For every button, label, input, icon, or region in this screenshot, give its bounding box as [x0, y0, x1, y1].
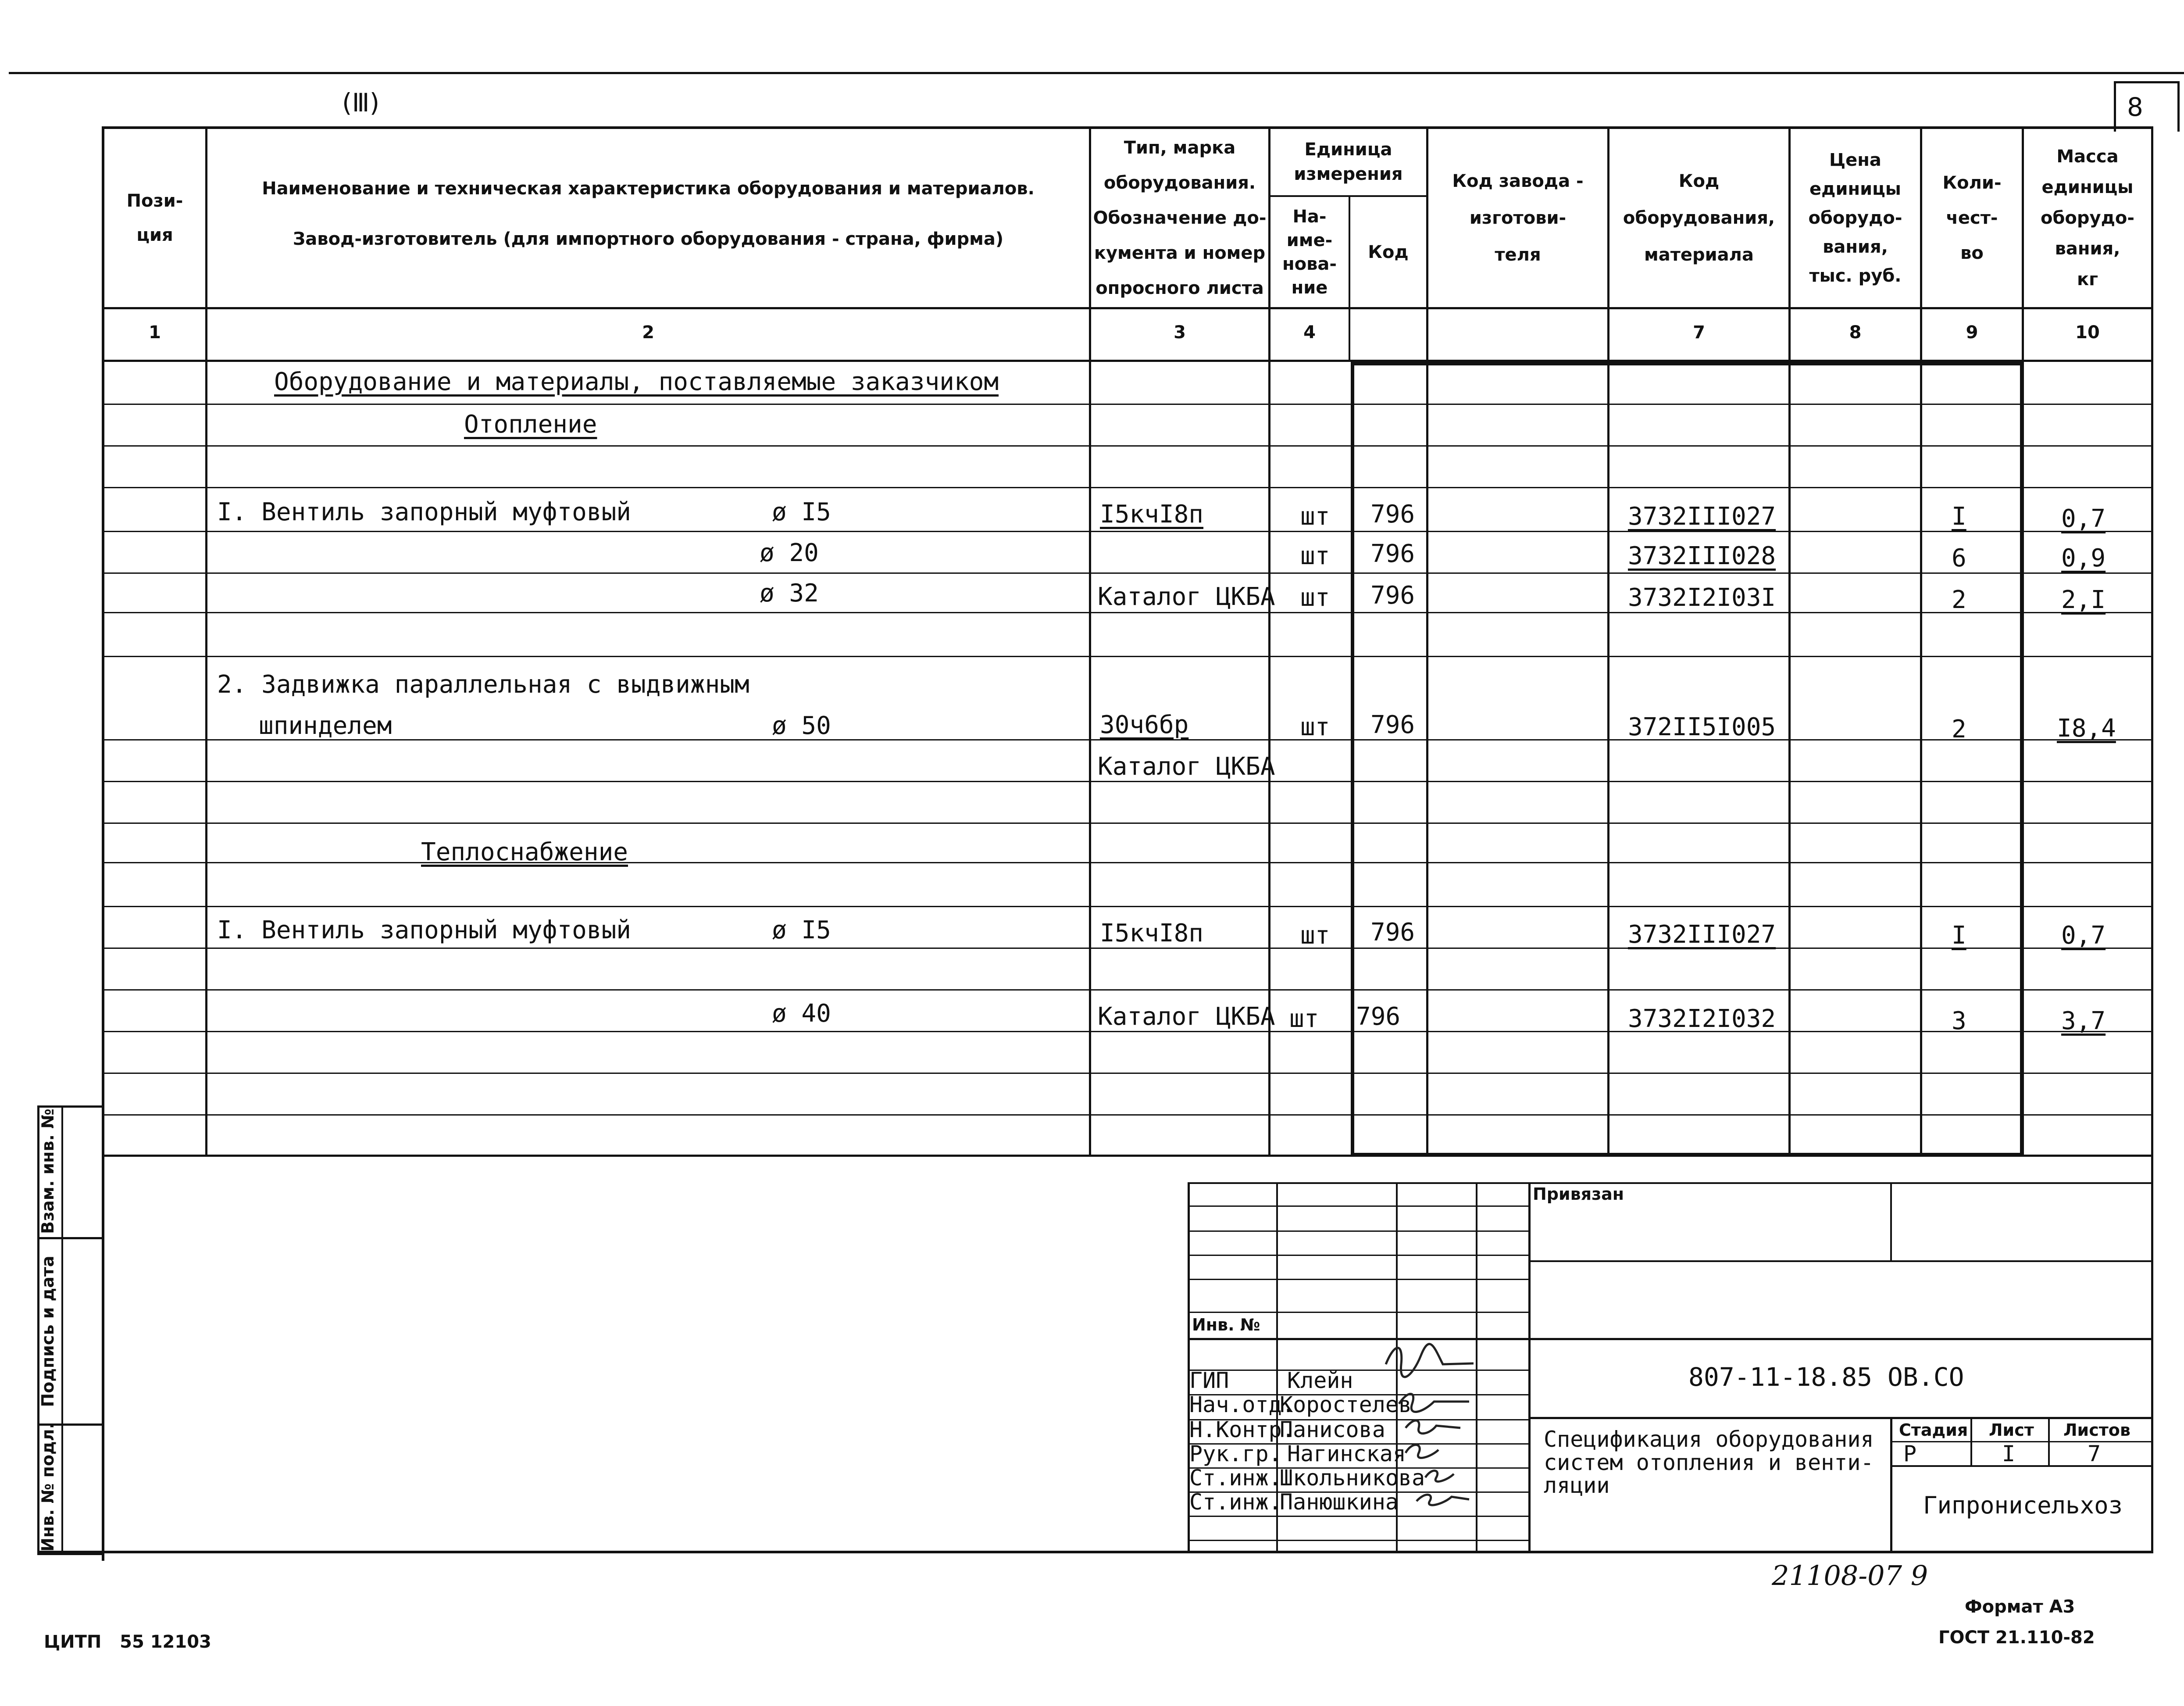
- header-mass: Масса единицы оборудо- вания, кг: [2041, 147, 2134, 290]
- tb-role-4: Рук.гр.: [1189, 1441, 1282, 1466]
- r5-type: I5кчI8п: [1100, 919, 1204, 948]
- side-podpis: Подпись и дата: [38, 1255, 57, 1407]
- header-bottom: [102, 307, 2153, 309]
- r2-code: 796: [1370, 540, 1415, 568]
- tb-v4: [1528, 1182, 1531, 1551]
- r2-mass: 0,9: [2061, 544, 2106, 572]
- row-line: [102, 739, 2153, 740]
- tb-role-2: Нач.отд.: [1189, 1392, 1295, 1417]
- section-main: Оборудование и материалы, поставляемые заказчиком: [274, 368, 999, 396]
- header-position: Пози- ция: [126, 191, 183, 245]
- r3-unit: шт: [1300, 583, 1330, 612]
- bold-block-right: [2020, 362, 2024, 1157]
- header-unit-code: Код: [1368, 242, 1409, 262]
- signatures: [1381, 1338, 1495, 1513]
- header-unit-group: Единица измерения: [1294, 139, 1403, 184]
- tb-role-6: Ст.инж.: [1189, 1489, 1282, 1515]
- r1-qty: I: [1952, 502, 1966, 531]
- tb-role-5: Ст.инж.: [1189, 1465, 1282, 1491]
- r4-mass: I8,4: [2057, 714, 2116, 743]
- r6-qty: 3: [1952, 1007, 1966, 1035]
- r2-qty: 6: [1952, 544, 1966, 572]
- row-line: [102, 906, 2153, 907]
- tb-h: [1188, 1205, 1530, 1207]
- row-line: [102, 404, 2153, 405]
- r6-dn: ø 40: [772, 999, 831, 1028]
- tb-sheets: 7: [2088, 1441, 2101, 1466]
- r4-equip: 372II5I005: [1628, 713, 1776, 741]
- r6-equip: 3732I2I032: [1628, 1005, 1776, 1033]
- row-line: [102, 1073, 2153, 1074]
- r3-dn: ø 32: [760, 579, 819, 608]
- bold-block-top: [1351, 362, 2024, 365]
- format-label: Формат А3: [1965, 1597, 2075, 1617]
- tb-stage-h: [1890, 1441, 2151, 1442]
- tb-stage-v: [1890, 1417, 1892, 1551]
- section-heat-supply: Теплоснабжение: [421, 838, 628, 866]
- r4-type: 30ч6бр: [1100, 711, 1189, 739]
- handwritten-number: 21108-07 9: [1772, 1559, 1928, 1592]
- header-name-line2: Завод-изготовитель (для импортного оборудования - страна, фирма): [293, 229, 1004, 249]
- r3-mass: 2,I: [2061, 586, 2106, 614]
- r3-equip: 3732I2I03I: [1628, 583, 1776, 612]
- r3-qty: 2: [1952, 586, 1966, 614]
- tb-name-5: Школьникова: [1280, 1465, 1425, 1491]
- col-sep-2: [205, 126, 207, 1157]
- row-line: [102, 531, 2153, 532]
- colnum-4: 4: [1303, 322, 1316, 343]
- r6-unit: шт: [1289, 1005, 1319, 1033]
- ctp-label: ЦИТП 55 12103: [44, 1632, 211, 1652]
- tb-stage: Р: [1903, 1441, 1917, 1466]
- row-line: [102, 948, 2153, 949]
- tb-org: Гипронисельхоз: [1923, 1491, 2123, 1519]
- header-factory-code: Код завода - изготови- теля: [1452, 171, 1584, 265]
- tb-h: [1188, 1279, 1530, 1280]
- r2-equip: 3732III028: [1628, 542, 1776, 570]
- r1-equip: 3732III027: [1628, 502, 1776, 531]
- colnum-7: 7: [1693, 322, 1705, 343]
- r6-code: 796: [1356, 1002, 1401, 1031]
- tb-name-4: Нагинская: [1287, 1441, 1406, 1466]
- header-price: Цена единицы оборудо- вания, тыс. руб.: [1808, 150, 1902, 286]
- r3-code: 796: [1370, 581, 1415, 610]
- row-line: [102, 656, 2153, 657]
- tb-h: [1188, 1516, 1530, 1517]
- header-type: Тип, марка оборудования. Обозначение до- кумента и номер опросного листа: [1093, 138, 1267, 298]
- tb-name-1: Клейн: [1287, 1368, 1353, 1393]
- tb-h: [1188, 1255, 1530, 1256]
- tb-name-3: Панисова: [1280, 1417, 1385, 1442]
- r1-type: I5кчI8п: [1100, 500, 1204, 529]
- page-number-box: [2114, 81, 2180, 132]
- colnum-10: 10: [2075, 322, 2100, 343]
- side-zam: Взам. инв. №: [38, 1109, 57, 1234]
- header-name-line1: Наименование и техническая характеристика оборудования и материалов.: [262, 179, 1035, 199]
- r2-unit: шт: [1300, 542, 1330, 570]
- colnum-2: 2: [642, 322, 654, 343]
- row-line: [102, 781, 2153, 782]
- side-inv: Инв. № подл.: [38, 1422, 57, 1552]
- tb-h: [1188, 1540, 1530, 1541]
- tb-role-3: Н.Контр.: [1189, 1417, 1295, 1442]
- tb-sheet-label: Лист: [1989, 1420, 2034, 1440]
- r6-type: Каталог ЦКБА: [1098, 1002, 1275, 1031]
- tb-h-r2: [1528, 1338, 2151, 1340]
- r5-name: I. Вентиль запорный муфтовый: [217, 916, 632, 944]
- side-stamp-col: [61, 1105, 63, 1551]
- header-qty: Коли- чест- во: [1942, 173, 2002, 263]
- tb-name-6: Панюшкина: [1280, 1489, 1399, 1515]
- page-number: 8: [2127, 92, 2143, 122]
- r4-code: 796: [1370, 711, 1415, 739]
- tb-name-2: Коростелев: [1280, 1392, 1412, 1417]
- colnum-8: 8: [1849, 322, 1862, 343]
- tb-doc-title: Спецификация оборудования систем отопления и венти- ляции: [1544, 1427, 1874, 1498]
- section-heating: Отопление: [464, 410, 597, 439]
- gost-label: ГОСТ 21.110-82: [1938, 1627, 2095, 1648]
- r4-dn: ø 50: [772, 712, 831, 740]
- tb-h: [1188, 1230, 1530, 1232]
- r5-dn: ø I5: [772, 916, 831, 944]
- row-line: [102, 487, 2153, 488]
- r4-type2: Каталог ЦКБА: [1098, 752, 1275, 781]
- r5-qty: I: [1952, 921, 1966, 950]
- r4-unit: шт: [1300, 713, 1330, 741]
- row-line: [102, 1031, 2153, 1032]
- tb-h-r1: [1528, 1260, 2151, 1262]
- r1-mass: 0,7: [2061, 504, 2106, 533]
- tb-stage-label: Стадия: [1899, 1420, 1968, 1440]
- bold-block-bottom: [1351, 1153, 2024, 1157]
- tb-privyazan-v: [1890, 1182, 1892, 1261]
- colnum-9: 9: [1966, 322, 1978, 343]
- colnum-1: 1: [149, 322, 161, 343]
- row-line: [102, 612, 2153, 613]
- tb-h: [1188, 1312, 1530, 1313]
- tb-stage-h2: [1890, 1465, 2151, 1467]
- r1-name: I. Вентиль запорный муфтовый: [217, 498, 632, 526]
- header-unit-name: На- име- нова- ние: [1282, 206, 1337, 298]
- r1-code: 796: [1370, 500, 1415, 529]
- r5-equip: 3732III027: [1628, 920, 1776, 949]
- side-stamp-div1: [37, 1237, 103, 1239]
- r6-mass: 3,7: [2061, 1007, 2106, 1035]
- row-line: [102, 862, 2153, 863]
- row-line: [102, 989, 2153, 991]
- row-line: [102, 823, 2153, 824]
- r5-mass: 0,7: [2061, 921, 2106, 950]
- r4-name-a: 2. Задвижка параллельная с выдвижным: [217, 670, 749, 699]
- header-equip-code: Код оборудования, материала: [1623, 171, 1775, 265]
- row-line: [102, 1114, 2153, 1116]
- r5-code: 796: [1370, 918, 1415, 947]
- tb-sheet: I: [2002, 1441, 2016, 1466]
- col-sep-4b-lower: [1351, 362, 1354, 1156]
- r4-name-b: шпинделем: [259, 712, 392, 740]
- tb-sheets-label: Листов: [2063, 1420, 2130, 1440]
- tb-inv-no: Инв. №: [1192, 1315, 1260, 1334]
- tb-privyazan: Привязан: [1533, 1184, 1624, 1204]
- row-line: [102, 572, 2153, 574]
- tb-role-1: ГИП: [1189, 1368, 1229, 1393]
- tb-h-r3: [1528, 1417, 2151, 1419]
- r1-unit: шт: [1300, 502, 1330, 531]
- tb-doc-code: 807-11-18.85 ОВ.СО: [1688, 1362, 1964, 1392]
- r4-qty: 2: [1952, 715, 1966, 744]
- r3-type: Каталог ЦКБА: [1098, 583, 1275, 611]
- colnum-3: 3: [1174, 322, 1186, 343]
- r5-unit: шт: [1300, 921, 1330, 950]
- r2-dn: ø 20: [760, 539, 819, 567]
- frame-top: [9, 72, 2184, 74]
- r1-dn: ø I5: [772, 498, 831, 526]
- row-line: [102, 445, 2153, 447]
- sheet-marker: (Ⅲ): [342, 88, 380, 118]
